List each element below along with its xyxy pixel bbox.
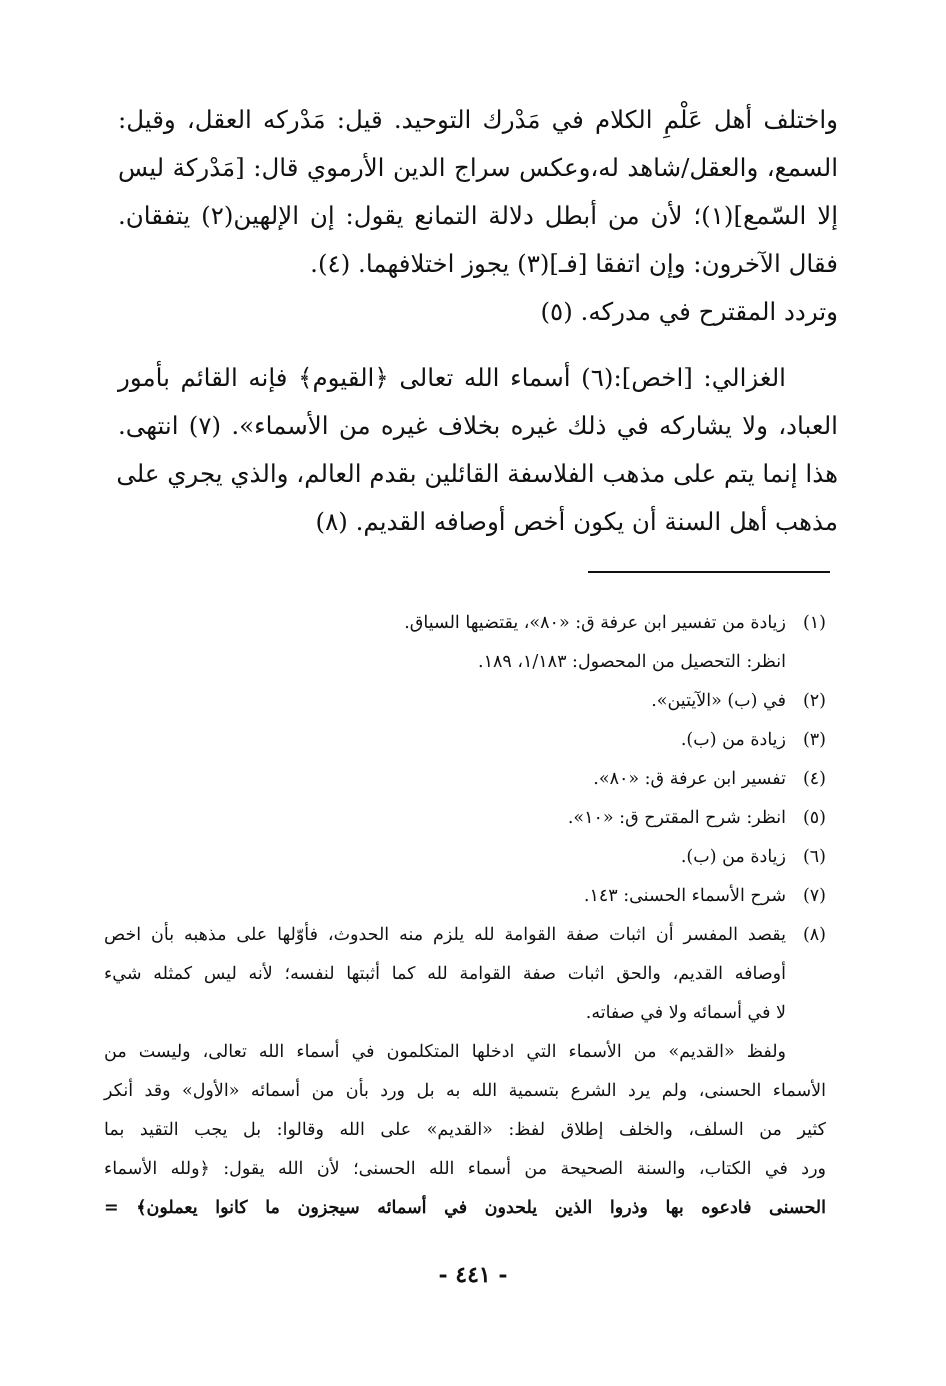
footnote-number: (٣) <box>802 730 826 750</box>
footnotes <box>104 604 826 1228</box>
footnote-line: كثير من السلف، والخلف إطلاق لفظ: «القديم» على الله وقالوا: بل يجب التقيد بما <box>104 1120 826 1140</box>
text-line: واختلف أهل عَلْمِ الكلام في مَدْرك التوحيد. قيل: مَدْركه العقل، وقيل: <box>118 105 838 134</box>
footnote-5 <box>104 799 826 838</box>
footnote-line: يقصد المفسر أن اثبات صفة القوامة لله يلزم منه الحدوث، فأوّلها على مذهبه بأن اخص <box>104 925 786 945</box>
footnote-4 <box>104 760 826 799</box>
footnote-8-continuation <box>104 1033 826 1228</box>
footnote-line: شرح الأسماء الحسنى: ١٤٣. <box>583 886 786 906</box>
main-text <box>118 96 838 546</box>
text-line: إلا السّمع](١)؛ لأن من أبطل دلالة التمانع يقول: إن الإلهين(٢) يتفقان. <box>118 201 839 230</box>
text-line: مذهب أهل السنة أن يكون أخص أوصافه القديم. (٨) <box>315 507 838 536</box>
text-line: وتردد المقترح في مدركه. (٥) <box>540 297 838 326</box>
paragraph-1 <box>118 96 838 336</box>
footnote-text <box>104 721 786 760</box>
footnote-text <box>104 799 786 838</box>
footnote-line: ورد في الكتاب، والسنة الصحيحة من أسماء الله الحسنى؛ لأن الله يقول: ﴿ولله الأسماء <box>104 1159 826 1179</box>
footnote-text <box>104 877 786 916</box>
footnote-separator <box>588 571 830 573</box>
footnote-6 <box>104 838 826 877</box>
footnote-line: ولفظ «القديم» من الأسماء التي ادخلها المتكلمون في أسماء الله تعالى، وليست من <box>104 1042 786 1062</box>
footnote-number: (٨) <box>802 925 826 945</box>
footnote-number: (٥) <box>802 808 826 828</box>
footnote-number: (٤) <box>802 769 826 789</box>
footnote-2 <box>104 682 826 721</box>
footnote-line: الأسماء الحسنى، ولم يرد الشرع بتسمية الله به بل ورد بأن من أسمائه «الأول» وقد أنكر <box>104 1081 826 1101</box>
text-line: السمع، والعقل/شاهد له،وعكس سراج الدين الأرموي قال: [مَدْركة ليس <box>118 153 838 182</box>
footnote-number: (٧) <box>802 886 826 906</box>
text-line: فقال الآخرون: وإن اتفقا [فـ](٣) يجوز اختلافهما. (٤). <box>310 249 838 278</box>
footnote-line: تفسير ابن عرفة ق: «٨٠». <box>593 769 786 789</box>
footnote-text <box>104 838 786 877</box>
page-number: - ٤٤١ - <box>438 1262 508 1288</box>
footnote-text <box>104 916 786 1033</box>
quran-verse-line: الحسنى فادعوه بها وذروا الذين يلحدون في أسمائه سيجزون ما كانوا يعملون﴾ = <box>104 1198 826 1218</box>
text-line: الغزالي: [اخص]:(٦) أسماء الله تعالى ﴿القيوم﴾ فإنه القائم بأمور <box>118 363 786 392</box>
footnote-line: زيادة من (ب). <box>680 730 786 750</box>
text-line: العباد، ولا يشاركه في ذلك غيره بخلاف غيره من الأسماء». (٧) انتهى. <box>118 411 838 440</box>
footnote-8 <box>104 916 826 1033</box>
footnote-line: لا في أسمائه ولا في صفاته. <box>585 1003 786 1023</box>
footnote-line: زيادة من تفسير ابن عرفة ق: «٨٠»، يقتضيها السياق. <box>404 613 786 633</box>
paragraph-2 <box>118 354 838 546</box>
footnote-number: (٢) <box>802 691 826 711</box>
text-line: هذا إنما يتم على مذهب الفلاسفة القائلين بقدم العالم، والذي يجري على <box>116 459 838 488</box>
footnote-number: (١) <box>802 613 826 633</box>
footnote-text <box>104 760 786 799</box>
footnote-number: (٦) <box>802 847 826 867</box>
footnote-1 <box>104 604 826 682</box>
footnote-line: أوصافه القديم، والحق اثبات صفة القوامة لله كما أثبتها لنفسه؛ لأنه ليس كمثله شيء <box>104 964 786 984</box>
footnote-line: في (ب) «الآيتين». <box>651 691 786 711</box>
footnote-line: زيادة من (ب). <box>680 847 786 867</box>
footnote-7 <box>104 877 826 916</box>
footnote-3 <box>104 721 826 760</box>
footnote-text <box>104 604 786 682</box>
footnote-text <box>104 682 786 721</box>
footnote-line: انظر: شرح المقترح ق: «١٠». <box>567 808 786 828</box>
footnote-line: انظر: التحصيل من المحصول: ١/١٨٣، ١٨٩. <box>477 652 786 672</box>
